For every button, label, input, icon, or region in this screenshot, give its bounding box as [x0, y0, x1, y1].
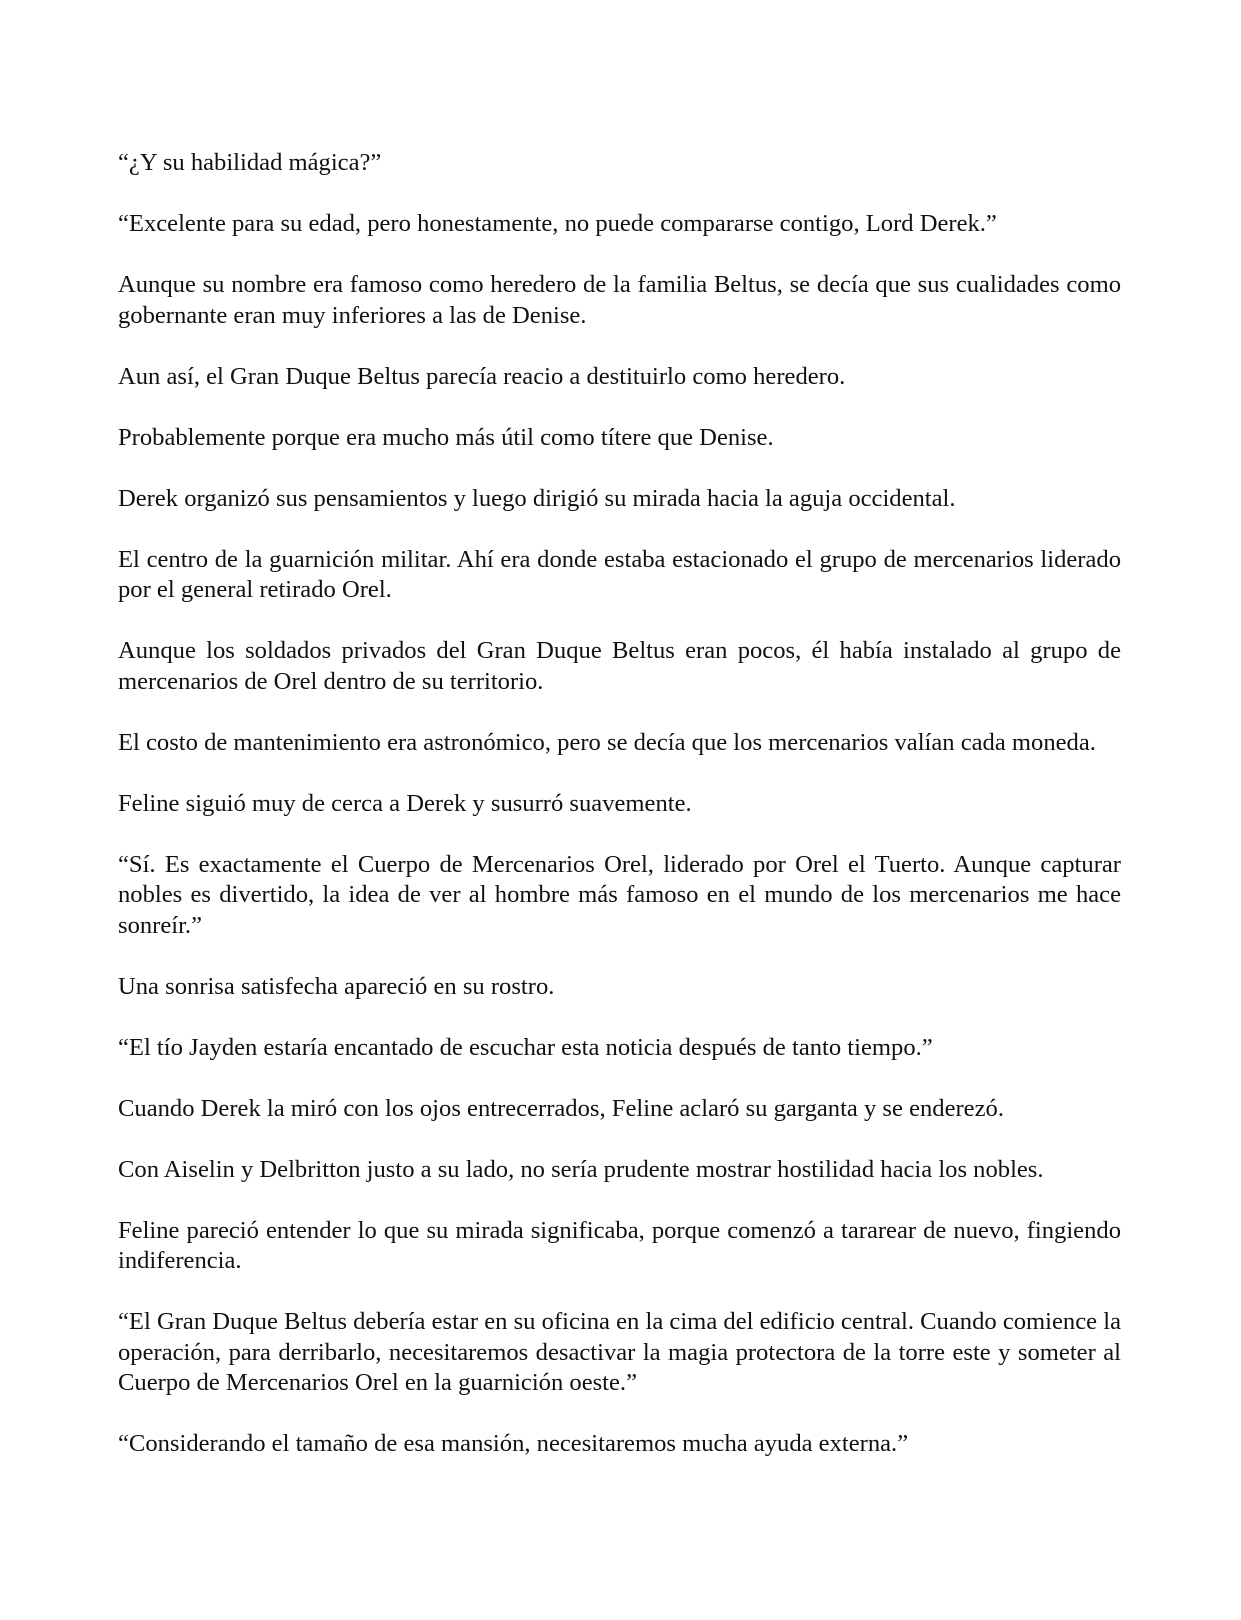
paragraph: Derek organizó sus pensamientos y luego dirigió su mirada hacia la aguja occidental. [118, 484, 956, 512]
paragraph: “Excelente para su edad, pero honestamente, no puede compararse contigo, Lord Derek.” [118, 210, 997, 237]
paragraph: Feline pareció entender lo que su mirada significaba, porque comenzó a tararear de nuevo, fingiendo indiferencia. [118, 1216, 1121, 1274]
paragraph: Aunque su nombre era famoso como heredero de la familia Beltus, se decía que sus cualidades como gobernante eran muy inferiores a las de Denise. [118, 271, 1121, 329]
paragraph: Una sonrisa satisfecha apareció en su rostro. [118, 972, 555, 1000]
paragraph: “El tío Jayden estaría encantado de escuchar esta noticia después de tanto tiempo.” [118, 1033, 933, 1061]
paragraph: Cuando Derek la miró con los ojos entrecerrados, Feline aclaró su garganta y se enderezó. [118, 1094, 1004, 1122]
paragraph: Probablemente porque era mucho más útil como títere que Denise. [118, 423, 774, 451]
paragraph: Feline siguió muy de cerca a Derek y susurró suavemente. [118, 789, 692, 817]
paragraph: Con Aiselin y Delbritton justo a su lado, no sería prudente mostrar hostilidad hacia los nobles. [118, 1155, 1044, 1183]
paragraph: “El Gran Duque Beltus debería estar en su oficina en la cima del edificio central. Cuando comience la operación, para derribarlo, necesitaremos desactivar la magia protectora de la torre este y someter al Cuerpo de Mercenarios Orel en la guarnición oeste.” [118, 1308, 1121, 1396]
paragraph: Aun así, el Gran Duque Beltus parecía reacio a destituirlo como heredero. [118, 362, 846, 390]
paragraph: “Sí. Es exactamente el Cuerpo de Mercenarios Orel, liderado por Orel el Tuerto. Aunque capturar nobles es divertido, la idea de ver al hombre más famoso en el mundo de los mercenarios me hace sonreír.” [118, 850, 1121, 939]
paragraph: Aunque los soldados privados del Gran Duque Beltus eran pocos, él había instalado al grupo de mercenarios de Orel dentro de su territorio. [118, 637, 1121, 695]
paragraph: El costo de mantenimiento era astronómico, pero se decía que los mercenarios valían cada moneda. [118, 728, 1096, 756]
paragraph: El centro de la guarnición militar. Ahí era donde estaba estacionado el grupo de mercenarios liderado por el general retirado Orel. [118, 545, 1121, 603]
paragraph: “¿Y su habilidad mágica?” [118, 149, 382, 176]
document-body [118, 148, 1121, 1490]
paragraph: “Considerando el tamaño de esa mansión, necesitaremos mucha ayuda externa.” [118, 1430, 909, 1457]
